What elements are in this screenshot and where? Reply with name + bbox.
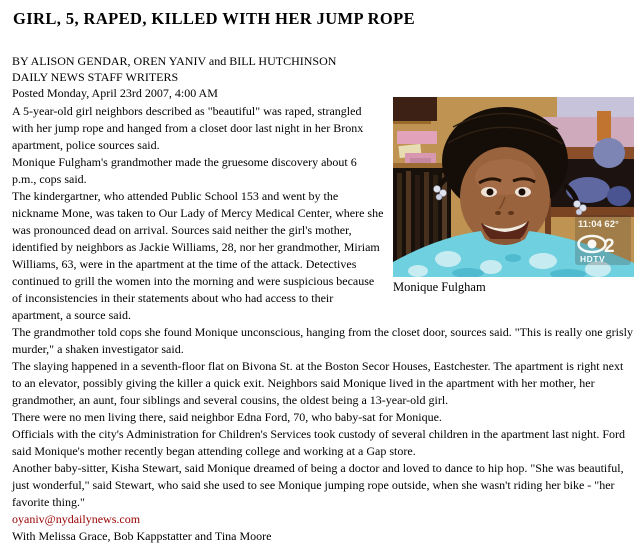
watermark-channel: 2 <box>604 236 615 257</box>
paragraph: Another baby-sitter, Kisha Stewart, said Monique dreamed of being a doctor and loved to dance to hip hop. "She was beautiful, just wonderful," said Stewart, who said she used to see Monique jumping rope outside, when she wasn't riding her bike - "her favorite thing." <box>12 461 624 509</box>
headline: GIRL, 5, RAPED, KILLED WITH HER JUMP ROPE <box>13 9 416 28</box>
byline-block <box>12 53 634 101</box>
paragraph: The slaying happened in a seventh-floor flat on Bivona St. at the Boston Secor Houses, Eastchester. The apartment is right next to an elevator, possibly giving the killer a quick exit. Neighbors said Monique lived in the apartment with her mother, her grandmother, an aunt, four siblings and several cousins, the oldest being a 13-year-old girl. <box>12 359 624 407</box>
photo-caption: Monique Fulgham <box>393 280 486 294</box>
article-body <box>12 103 634 545</box>
watermark-time-temp: 11:04 62° <box>578 219 619 230</box>
paragraph: There were no men living there, said neighbor Edna Ford, 70, who baby-sat for Monique. <box>12 410 442 424</box>
watermark-hdtv: HDTV <box>580 254 606 264</box>
paragraph: Officials with the city's Administration for Children's Services took custody of several children in the apartment last night. Ford said Monique's mother recently began attending college and working at a Gap store. <box>12 427 625 458</box>
posted-date: Posted Monday, April 23rd 2007, 4:00 AM <box>12 86 218 100</box>
paragraph: Monique Fulgham's grandmother made the gruesome discovery about 6 p.m., cops said. <box>12 155 357 186</box>
byline-authors: BY ALISON GENDAR, OREN YANIV and BILL HUTCHINSON <box>12 54 337 68</box>
paragraph: The kindergartner, who attended Public School 153 and went by the nickname Mone, was taken to Our Lady of Mercy Medical Center, where she was pronounced dead on arrival. Sources said neither the girl's mother, identified by neighbors as Jackie Williams, 28, nor her grandmother, Miriam Williams, 63, were in the apartment at the time of the attack. Detectives continued to grill the women into the morning and were suspicious because of inconsistencies in their statements about who had access to their apartment, a source said. <box>12 189 384 322</box>
photo-figure <box>393 97 634 295</box>
email-line <box>12 511 634 528</box>
tv-watermark <box>575 215 631 265</box>
paragraph: The grandmother told cops she found Monique unconscious, hanging from the closet door, sources said. "This is really one grisly murder," a shaken investigator said. <box>12 325 633 356</box>
credits-line: With Melissa Grace, Bob Kappstatter and Tina Moore <box>12 529 272 543</box>
paragraph: A 5-year-old girl neighbors described as "beautiful" was raped, strangled with her jump rope and hanged from a closet door last night in her Bronx apartment, police sources said. <box>12 104 364 152</box>
monique-fulgham-photo <box>393 97 634 277</box>
email-link[interactable]: oyaniv@nydailynews.com <box>12 512 141 526</box>
byline-organization: DAILY NEWS STAFF WRITERS <box>12 70 179 84</box>
